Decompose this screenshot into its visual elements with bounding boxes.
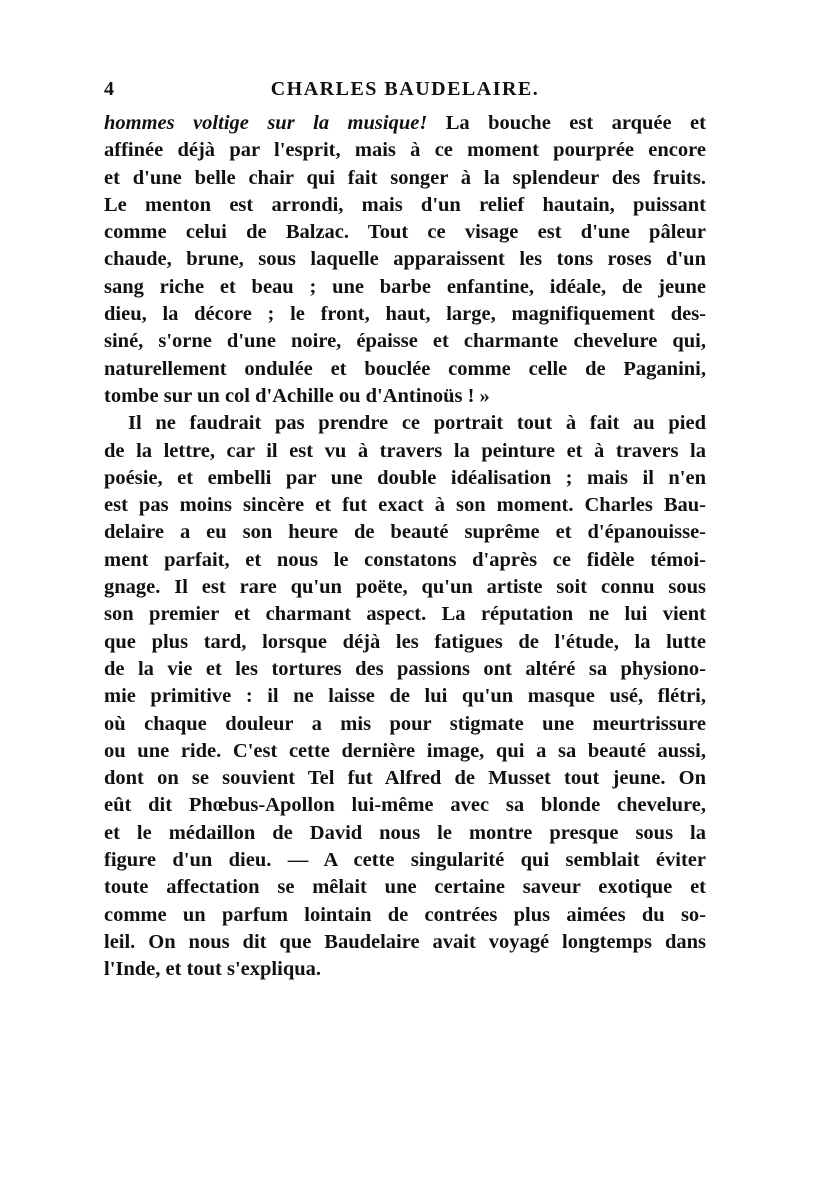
text-line: son premier et charmant aspect. La réputation ne lui vient [104, 603, 706, 626]
text-line: est pas moins sincère et fut exact à son moment. Charles Bau- [104, 494, 706, 517]
running-head [104, 72, 706, 106]
text-line: l'Inde, et tout s'expliqua. [104, 958, 321, 981]
text-line: naturellement ondulée et bouclée comme celle de Paganini, [104, 357, 706, 380]
text-line: ment parfait, et nous le constatons d'après ce fidèle témoi- [104, 548, 706, 571]
text-line: delaire a eu son heure de beauté suprême et d'épanouisse- [104, 521, 706, 544]
text-line: ou une ride. C'est cette dernière image, qui a sa beauté aussi, [104, 739, 706, 762]
text-line: Le menton est arrondi, mais d'un relief hautain, puissant [104, 193, 706, 216]
text-line: eût dit Phœbus-Apollon lui-même avec sa blonde chevelure, [104, 794, 706, 817]
text-line: sang riche et beau ; une barbe enfantine, idéale, de jeune [104, 275, 706, 298]
text-line: et d'une belle chair qui fait songer à la splendeur des fruits. [104, 166, 706, 189]
text-line: où chaque douleur a mis pour stigmate une meurtrissure [104, 712, 706, 735]
text-fragment: La bouche est arquée et [427, 112, 706, 134]
text-line: siné, s'orne d'une noire, épaisse et charmante chevelure qui, [104, 330, 706, 353]
text-line: que plus tard, lorsque déjà les fatigues de l'étude, la lutte [104, 630, 706, 653]
text-line: poésie, et embelli par une double idéalisation ; mais il n'en [104, 466, 706, 489]
text-line: chaude, brune, sous laquelle apparaissent les tons roses d'un [104, 248, 706, 271]
text-line: dont on se souvient Tel fut Alfred de Musset tout jeune. On [104, 767, 706, 790]
page-number: 4 [104, 78, 116, 100]
text-line [104, 110, 706, 137]
text-line: dieu, la décore ; le front, haut, large, magnifiquement des- [104, 303, 706, 326]
running-title: CHARLES BAUDELAIRE. [270, 78, 540, 100]
text-line: comme celui de Balzac. Tout ce visage est d'une pâleur [104, 221, 706, 244]
italic-quote-end: hommes voltige sur la musique! [104, 112, 428, 134]
body-text [104, 110, 706, 984]
text-line: mie primitive : il ne laisse de lui qu'un masque usé, flétri, [104, 685, 706, 708]
text-line: et le médaillon de David nous le montre presque sous la [104, 821, 706, 844]
text-line: tombe sur un col d'Achille ou d'Antinoüs ! » [104, 384, 490, 407]
text-line: gnage. Il est rare qu'un poëte, qu'un artiste soit connu sous [104, 576, 706, 599]
text-line: Il ne faudrait pas prendre ce portrait tout à fait au pied [128, 412, 706, 435]
text-line: de la vie et les tortures des passions ont altéré sa physiono- [104, 657, 706, 680]
text-line: affinée déjà par l'esprit, mais à ce moment pourprée encore [104, 139, 706, 162]
text-line: comme un parfum lointain de contrées plus aimées du so- [104, 903, 706, 926]
book-page [104, 72, 706, 984]
text-line: de la lettre, car il est vu à travers la peinture et à travers la [104, 439, 706, 462]
text-line: toute affectation se mêlait une certaine saveur exotique et [104, 876, 706, 899]
text-line: figure d'un dieu. — A cette singularité qui semblait éviter [104, 849, 706, 872]
text-line: leil. On nous dit que Baudelaire avait voyagé longtemps dans [104, 930, 706, 953]
